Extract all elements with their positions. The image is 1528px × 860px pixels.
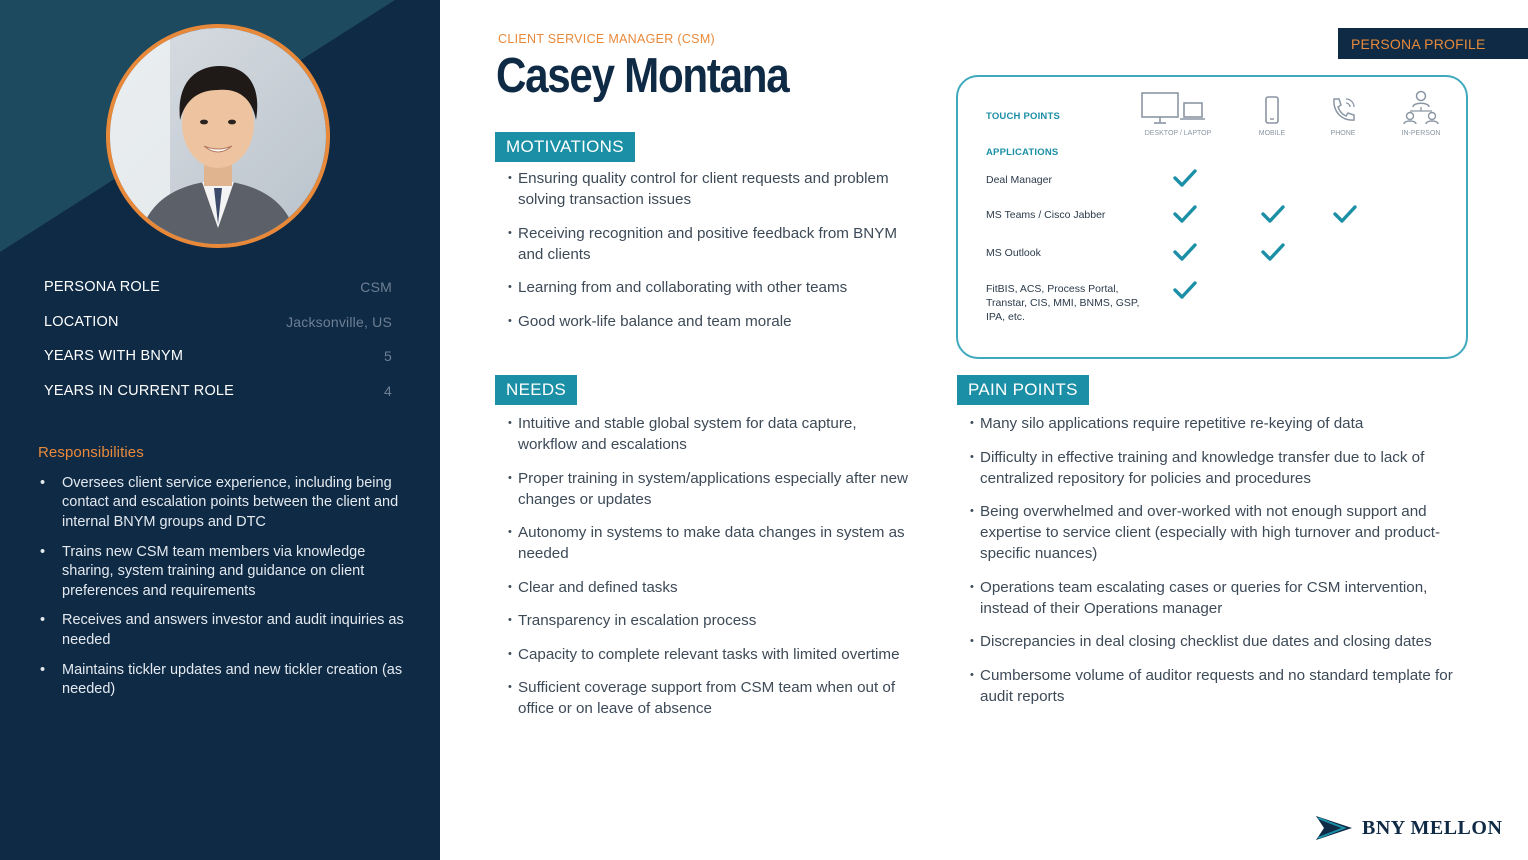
list-item: • Intuitive and stable global system for data capture, workflow and escalations <box>508 413 913 455</box>
check-icon <box>1260 203 1286 225</box>
phone-icon <box>1328 95 1358 125</box>
application-ms-outlook: MS Outlook <box>986 247 1041 259</box>
check-icon <box>1172 203 1198 225</box>
motivations-heading: MOTIVATIONS <box>495 132 635 162</box>
years-in-role-value: 4 <box>384 382 392 399</box>
needs-list <box>508 413 913 732</box>
list-item: • Autonomy in systems to make data changes in system as needed <box>508 522 913 564</box>
logo-text: BNY MELLON <box>1362 816 1503 839</box>
application-deal-manager: Deal Manager <box>986 174 1052 186</box>
channel-label: DESKTOP / LAPTOP <box>1144 130 1212 137</box>
touch-points-label: TOUCH POINTS <box>986 111 1061 122</box>
list-item: • Good work-life balance and team morale <box>508 311 908 332</box>
list-item: • Capacity to complete relevant tasks with limited overtime <box>508 644 913 665</box>
list-item: • Many silo applications require repetitive re-keying of data <box>970 413 1460 434</box>
channel-label: MOBILE <box>1258 130 1286 137</box>
channel-label: PHONE <box>1330 130 1356 137</box>
avatar <box>106 24 330 248</box>
persona-role-value: CSM <box>360 279 392 296</box>
location-row <box>44 305 392 340</box>
persona-photo <box>110 28 326 244</box>
persona-subtitle: CLIENT SERVICE MANAGER (CSM) <box>498 32 715 46</box>
list-item: • Learning from and collaborating with other teams <box>508 277 908 298</box>
persona-details <box>44 270 392 408</box>
list-item: • Clear and defined tasks <box>508 577 913 598</box>
page-title: Casey Montana <box>496 49 789 103</box>
years-with-bnym-row <box>44 339 392 374</box>
bny-mellon-logo <box>1314 814 1502 842</box>
channel-label: IN-PERSON <box>1401 130 1441 137</box>
list-item: • Difficulty in effective training and knowledge transfer due to lack of centralized repository for policies and procedures <box>970 447 1460 489</box>
responsibilities-title: Responsibilities <box>38 444 144 461</box>
profile-sidebar <box>0 0 440 860</box>
list-item: • Ensuring quality control for client requests and problem solving transaction issues <box>508 168 908 210</box>
application-ms-teams: MS Teams / Cisco Jabber <box>986 209 1106 221</box>
application-other-systems: FitBIS, ACS, Process Portal, Transtar, CIS, MMI, BNMS, GSP, IPA, etc. <box>986 283 1140 323</box>
location-value: Jacksonville, US <box>286 313 392 330</box>
list-item: • Receiving recognition and positive feedback from BNYM and clients <box>508 223 908 265</box>
in-person-icon <box>1402 89 1440 125</box>
persona-role-label: PERSONA ROLE <box>44 279 161 296</box>
desktop-laptop-icon <box>1140 91 1206 127</box>
list-item: • Operations team escalating cases or queries for CSM intervention, instead of their Operations manager <box>970 577 1460 619</box>
years-with-bnym-value: 5 <box>384 348 392 365</box>
persona-profile-badge: PERSONA PROFILE <box>1338 28 1528 59</box>
list-item: • Maintains tickler updates and new tickler creation (as needed) <box>38 661 408 700</box>
list-item: • Discrepancies in deal closing checklist due dates and closing dates <box>970 631 1460 652</box>
list-item: • Trains new CSM team members via knowledge sharing, system training and guidance on client preferences and requirements <box>38 543 408 601</box>
check-icon <box>1260 241 1286 263</box>
years-in-role-label: YEARS IN CURRENT ROLE <box>44 382 235 399</box>
pain-points-heading: PAIN POINTS <box>957 375 1089 405</box>
check-icon <box>1172 279 1198 301</box>
pain-points-list <box>970 413 1460 719</box>
location-label: LOCATION <box>44 313 119 330</box>
list-item: • Transparency in escalation process <box>508 610 913 631</box>
needs-heading: NEEDS <box>495 375 577 405</box>
list-item: • Oversees client service experience, including being contact and escalation points between the client and internal BNYM groups and DTC <box>38 474 408 532</box>
applications-label: APPLICATIONS <box>986 147 1059 158</box>
persona-role-row <box>44 270 392 305</box>
list-item: • Sufficient coverage support from CSM team when out of office or on leave of absence <box>508 677 913 719</box>
mobile-icon <box>1264 95 1280 125</box>
list-item: • Receives and answers investor and audit inquiries as needed <box>38 611 408 650</box>
list-item: • Cumbersome volume of auditor requests and no standard template for audit reports <box>970 665 1460 707</box>
list-item: • Proper training in system/applications especially after new changes or updates <box>508 468 913 510</box>
years-in-role-row <box>44 374 392 409</box>
motivations-list <box>508 168 908 344</box>
check-icon <box>1332 203 1358 225</box>
check-icon <box>1172 167 1198 189</box>
check-icon <box>1172 241 1198 263</box>
bny-mellon-logo-icon <box>1314 814 1354 842</box>
list-item: • Being overwhelmed and over-worked with not enough support and expertise to service client (especially with high turnover and product-specific nuances) <box>970 501 1460 564</box>
years-with-bnym-label: YEARS WITH BNYM <box>44 348 184 365</box>
touch-points-card <box>956 75 1468 359</box>
responsibilities-list <box>38 474 408 710</box>
